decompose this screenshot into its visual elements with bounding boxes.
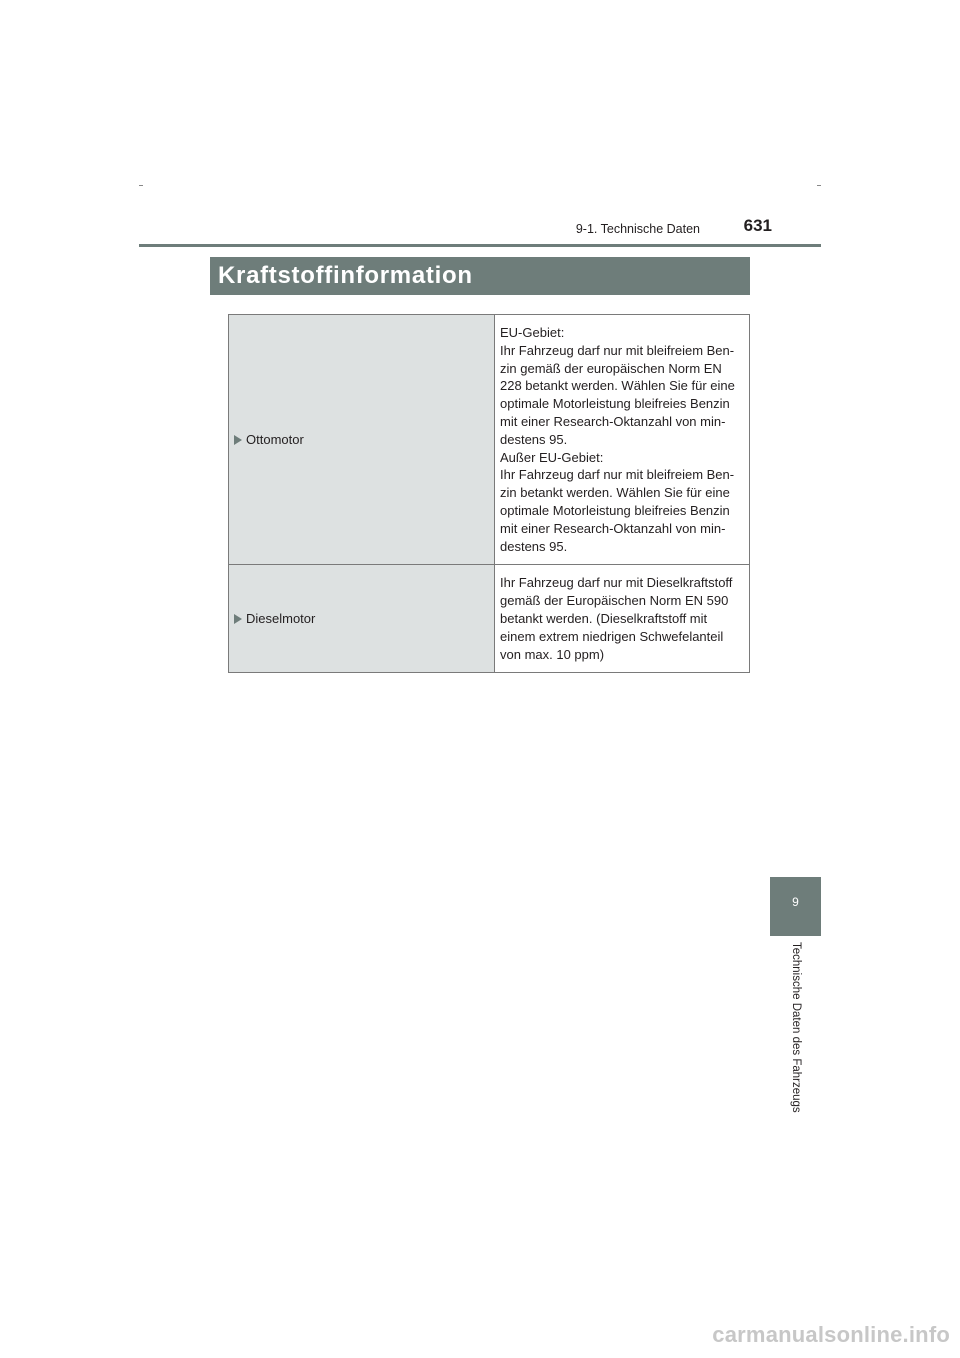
- description-line: Ihr Fahrzeug darf nur mit bleifreiem Ben-: [500, 342, 735, 358]
- fuel-table: [228, 314, 750, 673]
- watermark: carmanualsonline.info: [712, 1322, 950, 1347]
- chapter-label: Technische Daten des Fahrzeugs: [790, 942, 802, 1113]
- crop-mark-right: [817, 185, 821, 186]
- row-label: Ottomotor: [246, 431, 304, 447]
- crop-mark-left: [139, 185, 143, 186]
- header-rule: [139, 244, 821, 247]
- row-description: [495, 315, 750, 565]
- row-label-cell: [229, 565, 495, 673]
- description-line: optimale Motorleistung bleifreies Benzin: [500, 502, 730, 518]
- chapter-number: 9: [792, 895, 799, 909]
- description-line: betankt werden. (Dieselkraftstoff mit: [500, 610, 708, 626]
- row-description: [495, 565, 750, 673]
- description-line: gemäß der Europäischen Norm EN 590: [500, 593, 729, 609]
- description-line: Ihr Fahrzeug darf nur mit Dieselkraftstoff: [500, 575, 733, 591]
- section-title: 9-1. Technische Daten: [575, 222, 700, 236]
- description-line: optimale Motorleistung bleifreies Benzin: [500, 396, 730, 412]
- section-banner: [210, 257, 750, 295]
- description-line: destens 95.: [500, 431, 568, 447]
- description-line: 228 betankt werden. Wählen Sie für eine: [500, 378, 735, 394]
- description-line: mit einer Research-Oktanzahl von min-: [500, 520, 726, 536]
- description-line: einem extrem niedrigen Schwefelanteil: [500, 628, 724, 644]
- description-line: Ihr Fahrzeug darf nur mit bleifreiem Ben-: [500, 467, 735, 483]
- description-line: zin gemäß der europäischen Norm EN: [500, 360, 722, 376]
- triangle-right-icon: [234, 614, 242, 624]
- description-line: von max. 10 ppm): [500, 646, 605, 662]
- row-label-cell: [229, 315, 495, 565]
- page-number: 631: [743, 216, 772, 235]
- description-line: EU-Gebiet:: [500, 325, 565, 340]
- description-line: mit einer Research-Oktanzahl von min-: [500, 413, 726, 429]
- row-label: Dieselmotor: [246, 610, 316, 626]
- description-line: Außer EU-Gebiet:: [500, 449, 604, 465]
- chapter-tab: [770, 877, 821, 936]
- description-line: destens 95.: [500, 538, 568, 554]
- table-row: [229, 315, 750, 565]
- table-row: [229, 565, 750, 673]
- triangle-right-icon: [234, 435, 242, 445]
- description-line: zin betankt werden. Wählen Sie für eine: [500, 485, 730, 501]
- banner-title: Kraftstoffinformation: [218, 262, 473, 289]
